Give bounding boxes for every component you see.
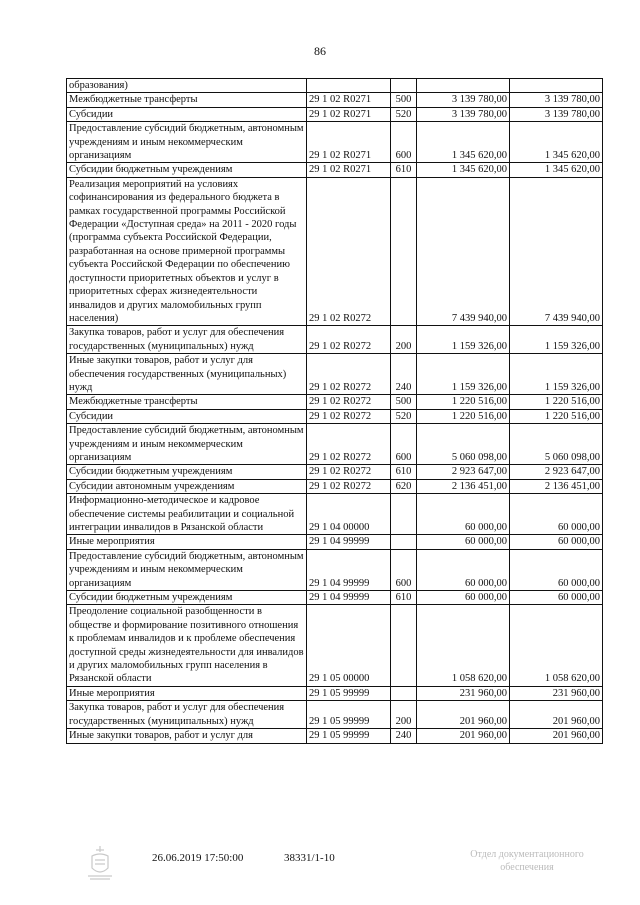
cell-code: 29 1 02 R0272: [307, 479, 391, 493]
cell-name: Субсидии бюджетным учреждениям: [67, 591, 307, 605]
cell-name: Иные закупки товаров, работ и услуг для обеспечения государственных (муниципальных) нужд: [67, 354, 307, 395]
cell-sum-2: 201 960,00: [510, 701, 603, 729]
cell-name: Предоставление субсидий бюджетным, автономным учреждениям и иным некоммерческим организациям: [67, 424, 307, 465]
cell-code: 29 1 02 R0272: [307, 409, 391, 423]
cell-sum-2: 231 960,00: [510, 686, 603, 700]
cell-code: [307, 79, 391, 93]
cell-code: 29 1 04 99999: [307, 535, 391, 549]
cell-code: 29 1 05 99999: [307, 729, 391, 743]
table-row: [67, 686, 603, 700]
cell-code: 29 1 02 R0271: [307, 122, 391, 163]
cell-name: Иные мероприятия: [67, 535, 307, 549]
cell-name: Реализация мероприятий на условиях софинансирования из федерального бюджета в рамках государственной программы Российской Федерации «Доступная среда» на 2011 - 2020 годы (программа субъекта Российской Федерации, разработанная на основе примерной программы субъекта Российской Федерации по обеспечению доступности приоритетных объектов и услуг в приоритетных сферах жизнедеятельности инвалидов и других маломобильных групп населения): [67, 177, 307, 325]
cell-code: 29 1 02 R0272: [307, 177, 391, 325]
table-row: [67, 479, 603, 493]
cell-sum-2: 7 439 940,00: [510, 177, 603, 325]
cell-sum-1: 3 139 780,00: [417, 107, 510, 121]
cell-sum-1: 201 960,00: [417, 729, 510, 743]
cell-vr: [391, 686, 417, 700]
cell-name: Межбюджетные трансферты: [67, 93, 307, 107]
cell-sum-2: 5 060 098,00: [510, 424, 603, 465]
cell-code: 29 1 05 00000: [307, 605, 391, 686]
watermark: Отдел документационного обеспечения: [470, 849, 584, 873]
footer-datetime: 26.06.2019 17:50:00: [152, 852, 244, 864]
cell-sum-1: 60 000,00: [417, 494, 510, 535]
table-row: [67, 177, 603, 325]
cell-name: Иные закупки товаров, работ и услуг для: [67, 729, 307, 743]
cell-vr: 520: [391, 107, 417, 121]
cell-name: Субсидии: [67, 107, 307, 121]
cell-vr: 610: [391, 591, 417, 605]
cell-code: 29 1 02 R0272: [307, 465, 391, 479]
table-row: [67, 409, 603, 423]
table-row: [67, 326, 603, 354]
cell-vr: 600: [391, 424, 417, 465]
cell-sum-1: 1 159 326,00: [417, 326, 510, 354]
cell-name: образования): [67, 79, 307, 93]
cell-sum-2: 2 136 451,00: [510, 479, 603, 493]
cell-name: Предоставление субсидий бюджетным, автономным учреждениям и иным некоммерческим организациям: [67, 122, 307, 163]
cell-sum-1: 1 345 620,00: [417, 163, 510, 177]
cell-vr: 600: [391, 549, 417, 590]
cell-name: Субсидии бюджетным учреждениям: [67, 163, 307, 177]
cell-code: 29 1 05 99999: [307, 686, 391, 700]
cell-vr: 500: [391, 93, 417, 107]
cell-sum-1: 1 159 326,00: [417, 354, 510, 395]
cell-name: Закупка товаров, работ и услуг для обеспечения государственных (муниципальных) нужд: [67, 701, 307, 729]
table-row: [67, 535, 603, 549]
cell-name: Субсидии бюджетным учреждениям: [67, 465, 307, 479]
cell-sum-1: 60 000,00: [417, 549, 510, 590]
cell-vr: 600: [391, 122, 417, 163]
table-row: [67, 122, 603, 163]
cell-code: 29 1 02 R0271: [307, 163, 391, 177]
cell-code: 29 1 02 R0272: [307, 424, 391, 465]
cell-sum-1: 231 960,00: [417, 686, 510, 700]
budget-table-body: [67, 79, 603, 744]
cell-sum-2: 1 058 620,00: [510, 605, 603, 686]
cell-sum-2: 1 220 516,00: [510, 395, 603, 409]
cell-sum-2: 1 220 516,00: [510, 409, 603, 423]
cell-sum-1: 60 000,00: [417, 591, 510, 605]
cell-sum-2: 3 139 780,00: [510, 93, 603, 107]
table-row: [67, 107, 603, 121]
cell-sum-1: 1 345 620,00: [417, 122, 510, 163]
table-row: [67, 605, 603, 686]
cell-code: 29 1 02 R0272: [307, 326, 391, 354]
cell-sum-1: 60 000,00: [417, 535, 510, 549]
table-row: [67, 465, 603, 479]
cell-sum-1: 3 139 780,00: [417, 93, 510, 107]
cell-sum-1: [417, 79, 510, 93]
table-row: [67, 701, 603, 729]
budget-table: [66, 78, 603, 744]
cell-vr: [391, 535, 417, 549]
cell-code: 29 1 02 R0272: [307, 354, 391, 395]
cell-vr: [391, 177, 417, 325]
cell-code: 29 1 04 99999: [307, 591, 391, 605]
cell-sum-1: 201 960,00: [417, 701, 510, 729]
table-row: [67, 591, 603, 605]
cell-name: Межбюджетные трансферты: [67, 395, 307, 409]
table-row: [67, 93, 603, 107]
table-row: [67, 494, 603, 535]
table-row: [67, 79, 603, 93]
cell-sum-1: 2 136 451,00: [417, 479, 510, 493]
cell-name: Субсидии: [67, 409, 307, 423]
table-row: [67, 729, 603, 743]
cell-sum-2: 60 000,00: [510, 591, 603, 605]
cell-sum-1: 1 058 620,00: [417, 605, 510, 686]
table-row: [67, 354, 603, 395]
cell-vr: [391, 605, 417, 686]
cell-vr: 200: [391, 701, 417, 729]
table-row: [67, 424, 603, 465]
cell-sum-2: 60 000,00: [510, 494, 603, 535]
cell-sum-2: 201 960,00: [510, 729, 603, 743]
cell-vr: 620: [391, 479, 417, 493]
cell-sum-2: 1 159 326,00: [510, 326, 603, 354]
cell-vr: 610: [391, 163, 417, 177]
cell-sum-2: [510, 79, 603, 93]
cell-sum-2: 60 000,00: [510, 535, 603, 549]
cell-vr: 610: [391, 465, 417, 479]
cell-vr: [391, 494, 417, 535]
cell-code: 29 1 05 99999: [307, 701, 391, 729]
cell-vr: 500: [391, 395, 417, 409]
cell-name: Преодоление социальной разобщенности в обществе и формирование позитивного отношения к проблемам инвалидов и к проблеме обеспечения доступной среды жизнедеятельности для инвалидов и других маломобильных групп населения в Рязанской области: [67, 605, 307, 686]
cell-code: 29 1 02 R0272: [307, 395, 391, 409]
cell-name: Субсидии автономным учреждениям: [67, 479, 307, 493]
cell-sum-1: 1 220 516,00: [417, 409, 510, 423]
cell-vr: 200: [391, 326, 417, 354]
cell-vr: 240: [391, 354, 417, 395]
cell-sum-1: 7 439 940,00: [417, 177, 510, 325]
table-row: [67, 549, 603, 590]
cell-vr: 520: [391, 409, 417, 423]
cell-sum-1: 2 923 647,00: [417, 465, 510, 479]
cell-vr: 240: [391, 729, 417, 743]
cell-sum-2: 1 345 620,00: [510, 122, 603, 163]
cell-code: 29 1 04 99999: [307, 549, 391, 590]
cell-name: Закупка товаров, работ и услуг для обеспечения государственных (муниципальных) нужд: [67, 326, 307, 354]
cell-code: 29 1 02 R0271: [307, 107, 391, 121]
cell-code: 29 1 02 R0271: [307, 93, 391, 107]
cell-sum-1: 1 220 516,00: [417, 395, 510, 409]
cell-vr: [391, 79, 417, 93]
cell-name: Иные мероприятия: [67, 686, 307, 700]
cell-sum-2: 2 923 647,00: [510, 465, 603, 479]
table-row: [67, 163, 603, 177]
cell-sum-1: 5 060 098,00: [417, 424, 510, 465]
cell-sum-2: 1 159 326,00: [510, 354, 603, 395]
cell-sum-2: 1 345 620,00: [510, 163, 603, 177]
table-row: [67, 395, 603, 409]
footer-doc-number: 38331/1-10: [284, 852, 335, 864]
cell-name: Информационно-методическое и кадровое обеспечение системы реабилитации и социальной интеграции инвалидов в Рязанской области: [67, 494, 307, 535]
cell-sum-2: 3 139 780,00: [510, 107, 603, 121]
cell-code: 29 1 04 00000: [307, 494, 391, 535]
cell-name: Предоставление субсидий бюджетным, автономным учреждениям и иным некоммерческим организациям: [67, 549, 307, 590]
page-number: 86: [314, 44, 326, 58]
cell-sum-2: 60 000,00: [510, 549, 603, 590]
